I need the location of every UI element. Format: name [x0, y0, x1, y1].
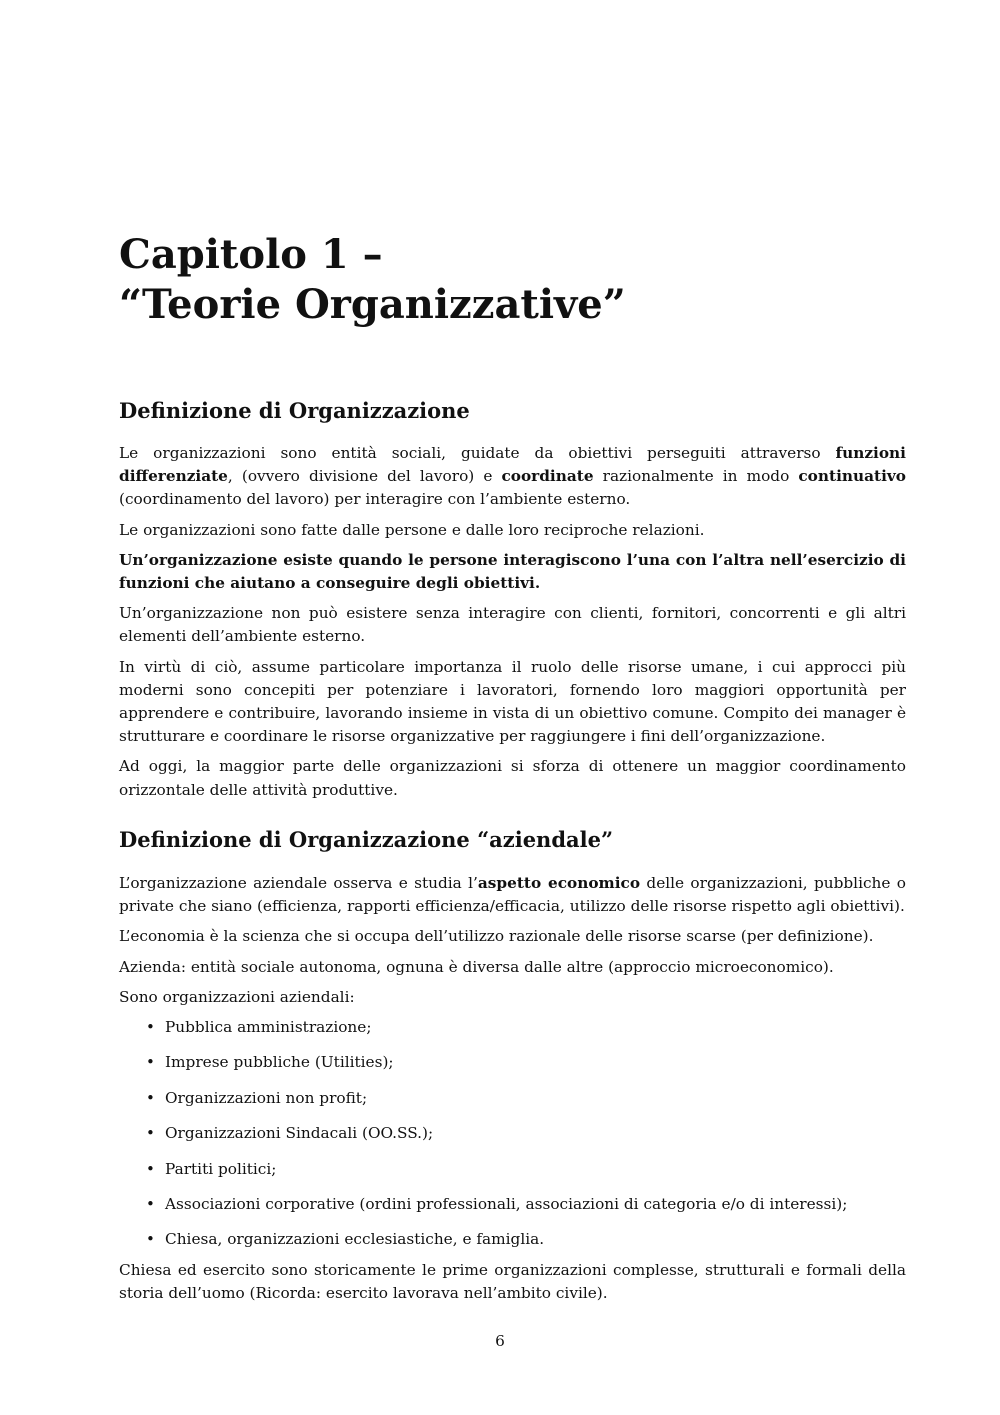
bold-term-funzioni-differenziate: funzioni differenziate	[119, 444, 906, 486]
list-item-text: Pubblica amministrazione;	[165, 1018, 372, 1037]
section2-paragraph-1	[119, 872, 906, 918]
bold-term-coordinate: coordinate	[501, 467, 594, 486]
page-number: 6	[495, 1332, 505, 1350]
section1-paragraph-3-bold: Un’organizzazione esiste quando le persone interagiscono l’una con l’altra nell’esercizio di funzioni che aiutano a conseguire degli obiettivi.	[119, 550, 906, 593]
list-item-text: Partiti politici;	[165, 1159, 277, 1178]
chapter-title	[119, 230, 919, 330]
list-item	[119, 1016, 906, 1039]
section2-body	[119, 872, 906, 1264]
list-item	[119, 1122, 906, 1145]
section2-paragraph-3: Azienda: entità sociale autonoma, ognuna è diversa dalle altre (approccio microeconomico).	[119, 957, 834, 976]
list-item	[119, 1193, 906, 1216]
bullet-icon: •	[146, 1124, 155, 1143]
section2-paragraph-2: L’economia è la scienza che si occupa dell’utilizzo razionale delle risorse scarse (per definizione).	[119, 927, 874, 946]
bold-term-aspetto-economico: aspetto economico	[477, 874, 641, 892]
list-item-text: Associazioni corporative (ordini professionali, associazioni di categoria e/o di interessi);	[165, 1194, 848, 1213]
list-item-text: Chiesa, organizzazioni ecclesiastiche, e famiglia.	[165, 1230, 545, 1249]
bullet-icon: •	[146, 1194, 155, 1213]
section2-paragraph-5: Chiesa ed esercito sono storicamente le prime organizzazioni complesse, strutturali e formali della storia dell’uomo (Ricorda: esercito lavorava nell’ambito civile).	[119, 1261, 906, 1303]
bold-term-continuativo: continuativo	[798, 467, 906, 486]
list-item-text: Imprese pubbliche (Utilities);	[165, 1053, 394, 1072]
section1-paragraph-4: Un’organizzazione non può esistere senza interagire con clienti, fornitori, concorrenti e gli altri elementi dell’ambiente esterno.	[119, 604, 906, 646]
bullet-icon: •	[146, 1159, 155, 1178]
list-item	[119, 1051, 906, 1074]
section-heading-definizione: Definizione di Organizzazione	[119, 398, 470, 423]
section1-paragraph-6: Ad oggi, la maggior parte delle organizzazioni si sforza di ottenere un maggior coordinamento orizzontale delle attività produttive.	[119, 757, 906, 799]
chapter-title-line1: Capitolo 1 –	[119, 231, 383, 278]
section1-paragraph-5: In virtù di ciò, assume particolare importanza il ruolo delle risorse umane, i cui approcci più moderni sono concepiti per potenziare i lavoratori, fornendo loro maggiori opportunità per apprendere e contribuire, lavorando insieme in vista di un obiettivo comune. Compito dei manager è strutturare e coordinare le risorse organizzative per raggiungere i fini dell’organizzazione.	[119, 657, 906, 746]
text-run: razionalmente in modo	[593, 467, 799, 486]
section2-paragraph-4: Sono organizzazioni aziendali:	[119, 987, 355, 1006]
section-heading-aziendale: Definizione di Organizzazione “aziendale”	[119, 827, 614, 852]
bullet-icon: •	[146, 1053, 155, 1072]
list-item-text: Organizzazioni non profit;	[165, 1088, 368, 1107]
text-run: L’organizzazione aziendale osserva e studia l’	[119, 874, 478, 892]
text-run: , (ovvero divisione del lavoro) e	[227, 467, 502, 486]
organizzazioni-aziendali-list	[119, 1016, 906, 1252]
text-run: delle organizzazioni, pubbliche o private che siano (efficienza, rapporti efficienza/efficacia, utilizzo delle risorse rispetto agli obiettivi).	[119, 874, 906, 916]
bullet-icon: •	[146, 1088, 155, 1107]
section1-paragraph-2: Le organizzazioni sono fatte dalle persone e dalle loro reciproche relazioni.	[119, 520, 705, 539]
list-item-text: Organizzazioni Sindacali (OO.SS.);	[165, 1124, 434, 1143]
bullet-icon: •	[146, 1018, 155, 1037]
chapter-title-line2: “Teorie Organizzative”	[119, 281, 626, 328]
list-item	[119, 1228, 906, 1251]
list-item	[119, 1087, 906, 1110]
section1-paragraph-1	[119, 442, 906, 512]
section1-body	[119, 442, 906, 809]
section2-closing	[119, 1259, 906, 1312]
bullet-icon: •	[146, 1230, 155, 1249]
text-run: (coordinamento del lavoro) per interagire con l’ambiente esterno.	[119, 490, 631, 509]
text-run: Le organizzazioni sono entità sociali, guidate da obiettivi perseguiti attraverso	[119, 444, 836, 462]
list-item	[119, 1158, 906, 1181]
